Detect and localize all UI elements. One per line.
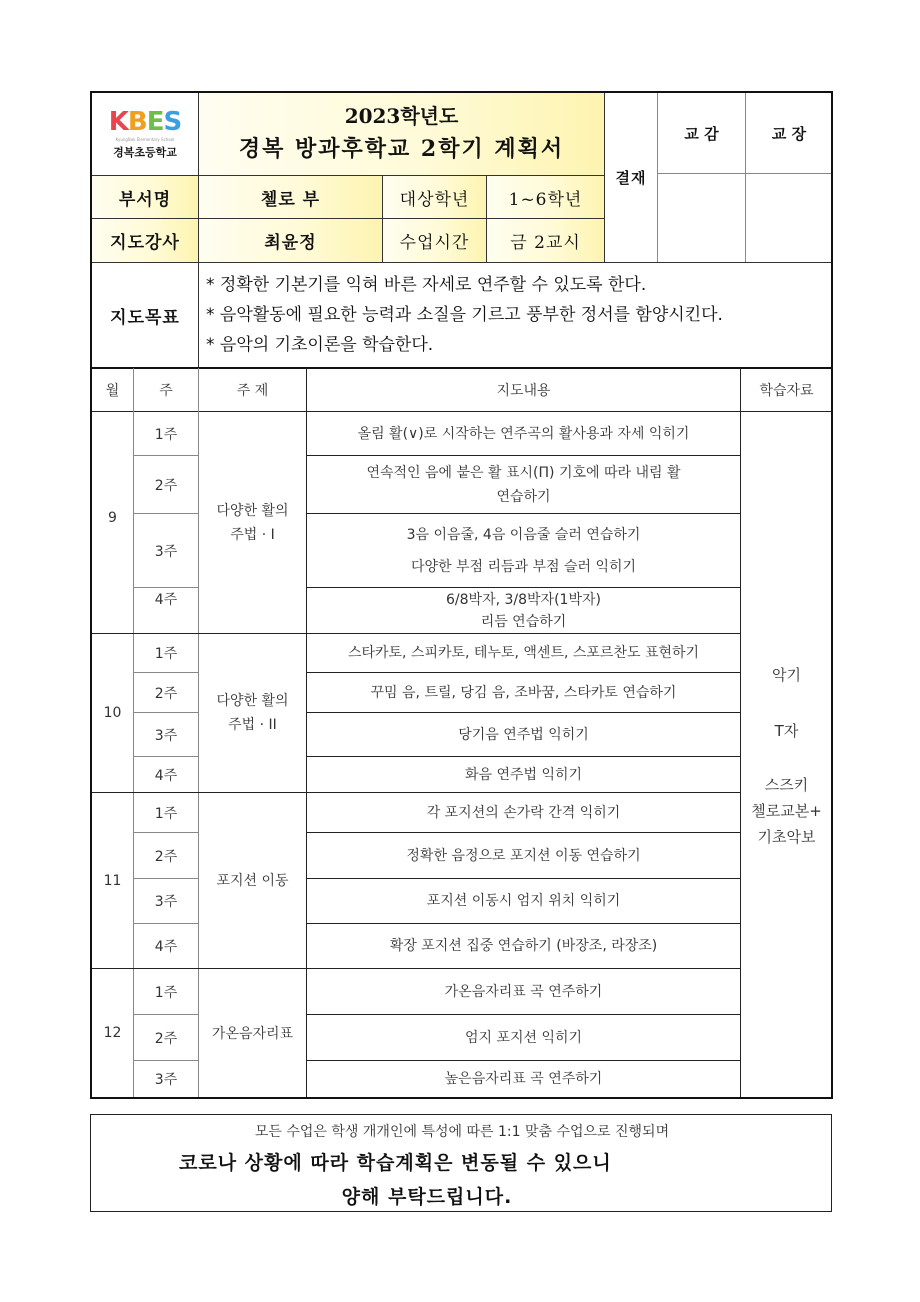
notice-box: [90, 1114, 832, 1212]
week-cell: 2주: [154, 1030, 178, 1047]
content-line: 6/8박자, 3/8박자(1박자): [446, 591, 601, 608]
week-cell: 1주: [154, 805, 178, 822]
week-cell: 3주: [154, 727, 178, 744]
material-item: 첼로교본+: [751, 802, 822, 820]
week-cell: 4주: [154, 767, 178, 784]
goals-label-text: 지도목표: [110, 308, 180, 328]
content-line: 리듬 연습하기: [480, 613, 567, 630]
week-cell: 2주: [154, 848, 178, 865]
teacher-value-text: 최윤정: [264, 233, 317, 253]
content-line: 3음 이음줄, 4음 이음줄 슬러 연습하기: [406, 526, 641, 543]
material-item: 기초악보: [757, 828, 816, 846]
topic-line: 다양한 활의: [216, 693, 289, 709]
topic-line: 주법 · I: [230, 526, 275, 543]
teacher-label-text: 지도강사: [110, 233, 180, 253]
col-header-materials: 학습자료: [759, 383, 814, 399]
notice-line-3: 양해 부탁드립니다.: [341, 1186, 513, 1208]
logo-letter-e: E: [146, 106, 164, 137]
table-border: [90, 91, 833, 1099]
col-header-month: 월: [105, 383, 120, 399]
content-line: 당기음 연주법 익히기: [458, 726, 589, 743]
week-cell: 3주: [154, 543, 178, 560]
week-cell: 2주: [154, 685, 178, 702]
vice-principal-label: 교 감: [684, 124, 719, 143]
week-cell: 1주: [154, 646, 178, 662]
topic-line: 가온음자리표: [211, 1026, 294, 1042]
content-line: 정확한 음정으로 포지션 이동 연습하기: [406, 847, 641, 864]
month-9: 9: [108, 509, 117, 526]
week-cell: 1주: [154, 984, 178, 1001]
content-line: 화음 연주법 익히기: [464, 766, 583, 783]
principal-label: 교 장: [771, 124, 807, 143]
title-year: 2023학년도: [344, 104, 459, 128]
dept-value-text: 첼로 부: [260, 189, 321, 210]
content-line: 엄지 포지션 익히기: [464, 1029, 583, 1046]
logo-korean-name: 경복초등학교: [113, 145, 177, 159]
dept-label-text: 부서명: [118, 189, 172, 210]
week-cell: 4주: [154, 592, 178, 608]
topic-line: 포지션 이동: [216, 872, 289, 889]
content-line: 스타카토, 스피카토, 테누토, 액센트, 스포르찬도 표현하기: [347, 645, 700, 661]
goal-item: * 음악의 기초이론을 학습한다.: [206, 335, 434, 355]
content-line: 각 포지션의 손가락 간격 익히기: [426, 804, 621, 821]
logo-letter-b: B: [127, 106, 147, 137]
week-cell: 3주: [154, 894, 178, 910]
week-cell: 1주: [154, 426, 178, 443]
col-header-week: 주: [159, 383, 173, 399]
content-line: 가온음자리표 곡 연주하기: [444, 983, 603, 1000]
content-line: 높은음자리표 곡 연주하기: [444, 1071, 603, 1087]
notice-line-1: 모든 수업은 학생 개개인에 특성에 따른 1:1 맞춤 수업으로 진행되며: [254, 1124, 670, 1140]
week-cell: 3주: [154, 1072, 178, 1088]
topic-line: 다양한 활의: [216, 502, 289, 519]
week-cell: 4주: [154, 939, 178, 955]
material-item: 스즈키: [764, 776, 809, 794]
content-line: 연습하기: [496, 488, 551, 505]
content-line: 올림 활(∨)로 시작하는 연주곡의 활사용과 자세 익히기: [357, 425, 690, 442]
content-line: 연속적인 음에 붙은 활 표시(Π) 기호에 따라 내림 활: [366, 464, 681, 481]
content-line: 포지션 이동시 엄지 위치 익히기: [426, 893, 621, 909]
material-item: T자: [774, 722, 799, 740]
notice-line-2: 코로나 상황에 따라 학습계획은 변동될 수 있으니: [179, 1152, 612, 1174]
goal-item: * 음악활동에 필요한 능력과 소질을 기르고 풍부한 정서를 함양시킨다.: [206, 305, 723, 325]
material-item: 악기: [772, 666, 801, 684]
col-header-topic: 주 제: [236, 383, 269, 399]
logo-letter-s: S: [163, 106, 182, 137]
approval-label-text: 결재: [615, 169, 647, 187]
time-label-text: 수업시간: [399, 233, 470, 253]
grade-label-text: 대상학년: [399, 189, 470, 210]
time-value-text: 금 2교시: [510, 233, 581, 253]
col-header-content: 지도내용: [496, 383, 551, 399]
week-cell: 2주: [154, 477, 178, 494]
content-line: 다양한 부점 리듬과 부점 슬러 익히기: [410, 558, 637, 575]
goal-item: * 정확한 기본기를 익혀 바른 자세로 연주할 수 있도록 한다.: [206, 275, 647, 295]
month-12: 12: [103, 1025, 122, 1041]
month-10: 10: [103, 705, 122, 721]
topic-line: 주법 · II: [228, 717, 277, 733]
content-line: 확장 포지션 집중 연습하기 (바장조, 라장조): [389, 938, 658, 954]
logo-letter-k: K: [108, 106, 128, 137]
month-11: 11: [103, 872, 122, 889]
grade-value-text: 1~6학년: [508, 189, 583, 210]
page-title: 경복 방과후학교 2학기 계획서: [238, 136, 565, 162]
logo-subtitle: KyungBok Elementary School: [115, 136, 175, 142]
content-line: 꾸밈 음, 트릴, 당김 음, 조바꿈, 스타카토 연습하기: [370, 684, 677, 701]
